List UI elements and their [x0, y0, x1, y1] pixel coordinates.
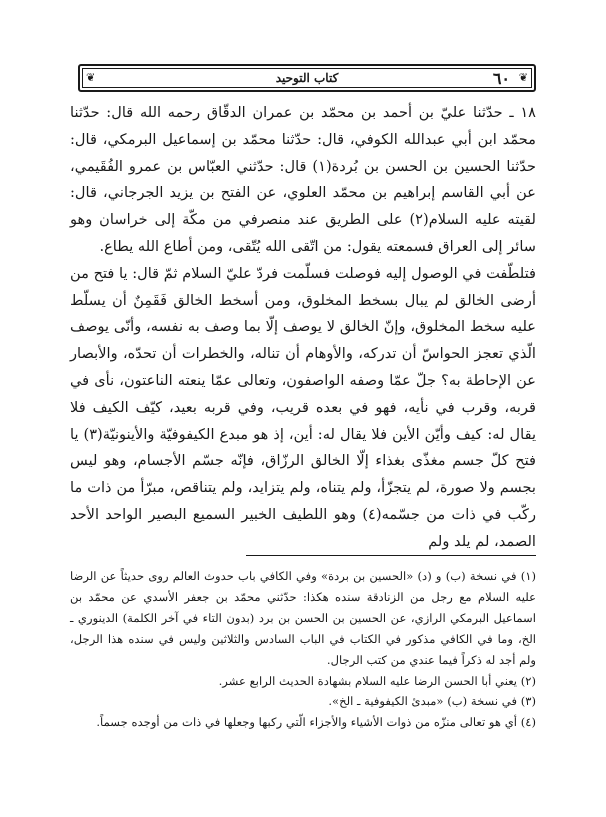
hadith-paragraph: فتلطّفت في الوصول إليه فوصلت فسلّمت فردّ عليّ السلام ثمّ قال: يا فتح من أرضى الخالق لم يبال بسخط المخلوق، ومن أسخط الخالق فَقَمِنٌ أن يسلّط عليه سخط المخلوق، وإنّ الخالق لا يوصف إلّا بما وصف به نفسه، وأنّى يوصف الّذي تعجز الحواسّ أن تدركه، والأوهام أن تناله، والخطرات أن تحدّه، والأبصار عن الإحاطة به؟ جلّ عمّا وصفه الواصفون، وتعالى عمّا ينعته الناعتون، نأى في قربه، وقرب في نأيه، فهو في بعده قريب، وفي قربه بعيد، كيّف الكيف فلا يقال له: كيف وأيّن الأين فلا يقال له: أين، إذ هو مبدع الكيفوفيّة والأينونيّة(٣) يا فتح كلّ جسم مغذّى بغذاء إلّا الخالق الرزّاق، فإنّه جسّم الأجسام، وهو ليس بجسم ولا صورة، لم يتجزّأ، ولم يتناه، ولم يتزايد، ولم يتناقص، مبرّأ من ذات ما ركّب في ذات من جسّمه(٤) وهو اللطيف الخبير السميع البصير الواحد الأحد الصمد، لم يلد ولم	[70, 264, 537, 550]
footnote-item: (٣) في نسخة (ب) «مبدئ الكيفوفية ـ الخ».	[328, 694, 536, 709]
footnote-item: (١) في نسخة (ب) و (د) «الحسين بن بردة» وفي الكافي باب حدوث العالم روى حديثاً عن الرضا عليه السلام مع رجل من الزنادقة سنده هكذا: حدّثني محمّد بن جعفر الأسدي عن محمّد بن اسماعيل البرمكي الرازي، عن الحسين بن الحسن بن برد (بدون التاء في آخر الكلمة) الدينوري ـ الخ، وما في الكافي مذكور في الكتاب في الباب السادس والثلاثين وليس في سنده هذا الرجل، ولم أجد له ذكراً فيما عندي من كتب الرجال.	[70, 569, 536, 667]
footnote-item: (٤) أي هو تعالى منزّه من ذوات الأشياء والأجزاء الّتي ركبها وجعلها في ذات من أوجده جسماً.	[96, 715, 536, 730]
main-text	[70, 100, 536, 556]
footnote-item: (٢) يعني أبا الحسن الرضا عليه السلام بشهادة الحديث الرابع عشر.	[218, 673, 536, 688]
page-header	[78, 64, 536, 92]
footnotes	[70, 566, 536, 733]
footnote-separator	[246, 555, 536, 556]
chapter-title: كتاب التوحيد	[275, 71, 339, 85]
page-number: ٦٠	[492, 69, 510, 88]
hadith-paragraph: ١٨ ـ حدّثنا عليّ بن أحمد بن محمّد بن عمران الدقّاق رحمه الله قال: حدّثنا محمّد ابن أبي عبدالله الكوفي، قال: حدّثنا محمّد بن إسماعيل البرمكي، قال: حدّثنا الحسين بن الحسن بن بُردة(١) قال: حدّثني العبّاس بن عمرو الفُقَيمي، عن أبي القاسم إبراهيم بن محمّد العلوي، عن الفتح بن يزيد الجرجاني، قال: لقيته عليه السلام(٢) على الطريق عند منصرفي من مكّة إلى خراسان وهو سائر إلى العراق فسمعته يقول: من اتّقى الله يُتّقى، ومن أطاع الله يطاع.	[70, 104, 536, 255]
ornament-icon: ❦	[518, 71, 528, 84]
ornament-icon: ❦	[86, 71, 96, 84]
